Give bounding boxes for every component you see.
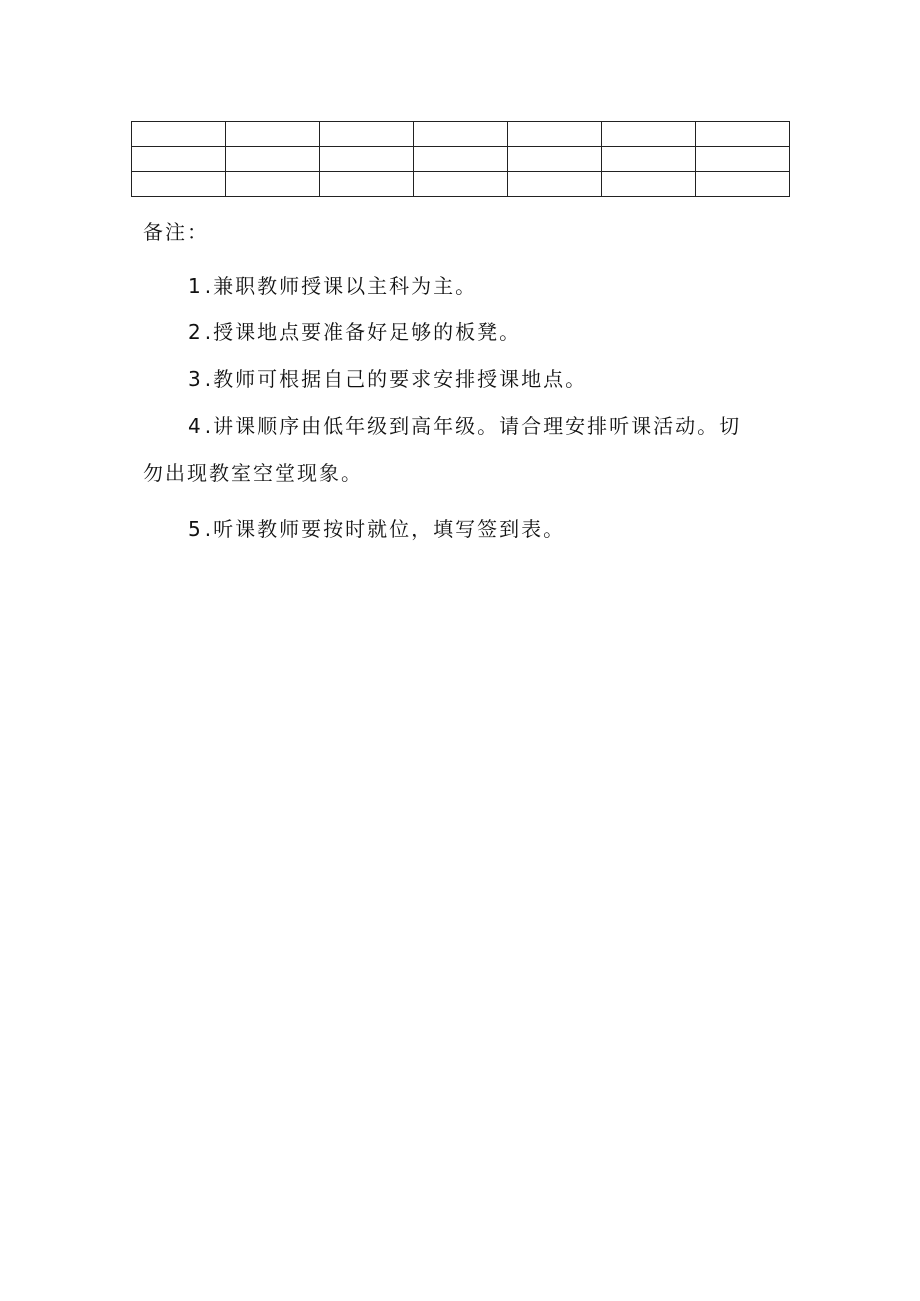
table-cell	[414, 172, 508, 197]
note-item-2	[188, 316, 798, 345]
note-number: 5	[188, 517, 203, 541]
notes-title: 备注：	[143, 220, 209, 244]
table-row	[132, 147, 790, 172]
table-cell	[602, 172, 696, 197]
note-text: .授课地点要准备好足够的板凳。	[204, 320, 522, 344]
note-text: .兼职教师授课以主科为主。	[204, 274, 478, 298]
table-cell	[508, 147, 602, 172]
table-cell	[508, 122, 602, 147]
note-number: 1	[188, 274, 203, 298]
note-number: 4	[188, 414, 203, 438]
table-cell	[696, 172, 790, 197]
note-text: .教师可根据自己的要求安排授课地点。	[204, 367, 588, 391]
table-cell	[320, 172, 414, 197]
table-cell	[320, 147, 414, 172]
table-cell	[132, 122, 226, 147]
table-cell	[132, 172, 226, 197]
note-item-1	[188, 270, 798, 299]
note-text: .讲课顺序由低年级到高年级。请合理安排听课活动。切	[204, 414, 742, 438]
table-cell	[602, 122, 696, 147]
table-cell	[602, 147, 696, 172]
schedule-table-body	[132, 122, 790, 197]
note-number: 2	[188, 320, 203, 344]
note-item-4-continuation: 勿出现教室空堂现象。	[143, 461, 363, 485]
table-cell	[508, 172, 602, 197]
table-row	[132, 122, 790, 147]
table-cell	[696, 122, 790, 147]
schedule-table	[131, 121, 790, 197]
note-item-4	[188, 410, 798, 439]
table-cell	[132, 147, 226, 172]
table-cell	[696, 147, 790, 172]
table-cell	[226, 122, 320, 147]
table-cell	[226, 147, 320, 172]
table-cell	[320, 122, 414, 147]
note-item-3	[188, 363, 798, 392]
table-cell	[414, 147, 508, 172]
note-item-5	[188, 513, 798, 542]
table-cell	[226, 172, 320, 197]
table-cell	[414, 122, 508, 147]
note-text: .听课教师要按时就位，填写签到表。	[204, 517, 566, 541]
table-row	[132, 172, 790, 197]
note-number: 3	[188, 367, 203, 391]
